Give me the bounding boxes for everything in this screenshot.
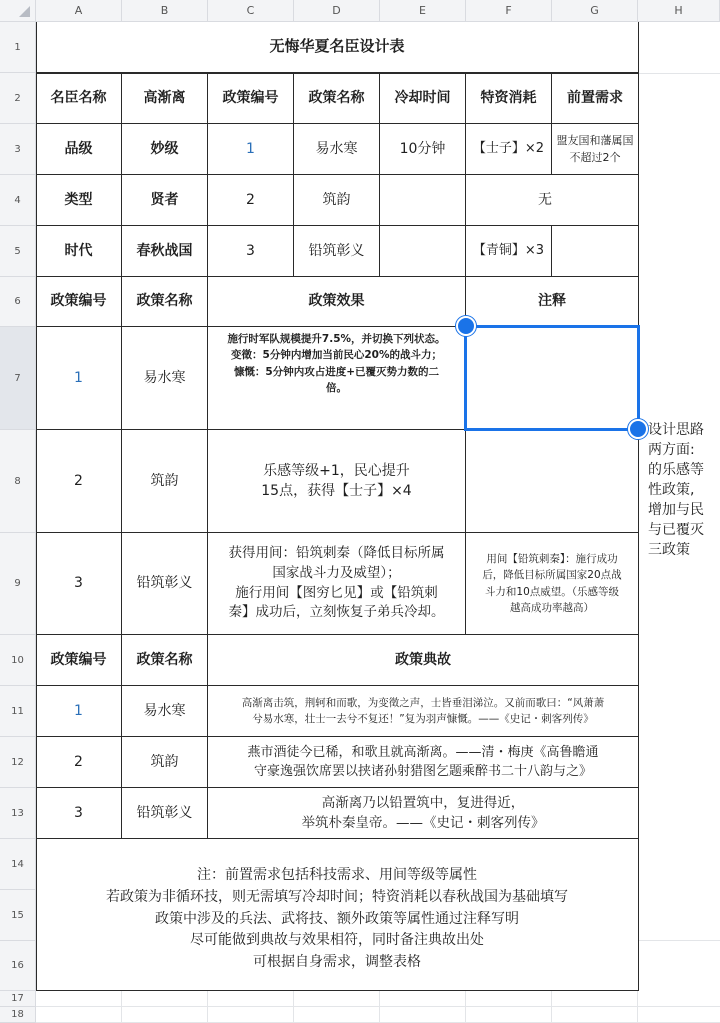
column-header-g[interactable]: G xyxy=(552,0,638,22)
column-header-h[interactable]: H xyxy=(638,0,720,22)
allusion-text-header[interactable]: 政策典故 xyxy=(208,635,639,686)
effect-3-text[interactable] xyxy=(208,533,466,635)
overflow-line: 性政策, xyxy=(648,482,695,498)
note-line: 可根据自身需求，调整表格 xyxy=(253,954,421,971)
note-line: 政策中涉及的兵法、武将技、额外政策等属性通过注释写明 xyxy=(155,910,519,927)
table-title[interactable]: 无悔华夏名臣设计表 xyxy=(36,22,639,73)
effect-3-line: 国家战斗力及威望）； xyxy=(272,564,401,581)
row-header-18[interactable]: 18 xyxy=(0,1007,36,1023)
type-value[interactable]: 贤者 xyxy=(122,175,208,226)
effect-2-name[interactable]: 筑韵 xyxy=(122,430,208,533)
policy-3-cooldown[interactable] xyxy=(380,226,466,277)
effect-2-line: 乐感等级+1，民心提升 xyxy=(263,462,410,479)
cooldown-header[interactable]: 冷却时间 xyxy=(380,73,466,124)
column-header-a[interactable]: A xyxy=(36,0,122,22)
effect-1-line: 倍。 xyxy=(326,381,347,394)
row-header-11[interactable]: 11 xyxy=(0,686,36,737)
row-header-2[interactable]: 2 xyxy=(0,73,36,124)
policy-1-resource[interactable]: 【士子】×2 xyxy=(466,124,552,175)
allusion-name-header[interactable]: 政策名称 xyxy=(122,635,208,686)
allusion-3-name[interactable]: 铅筑彰义 xyxy=(122,788,208,839)
allusion-2-text[interactable] xyxy=(208,737,639,788)
allusion-3-no[interactable]: 3 xyxy=(36,788,122,839)
prereq-header[interactable]: 前置需求 xyxy=(552,73,639,124)
allusion-1-name[interactable]: 易水寒 xyxy=(122,686,208,737)
effect-3-note-line: 用间【铅筑刺秦】：施行成功 xyxy=(486,552,618,565)
effect-2-no[interactable]: 2 xyxy=(36,430,122,533)
row-header-5[interactable]: 5 xyxy=(0,226,36,277)
era-value[interactable]: 春秋战国 xyxy=(122,226,208,277)
note-line: 注：前置需求包括科技需求、用间等级等属性 xyxy=(197,867,477,884)
era-label[interactable]: 时代 xyxy=(36,226,122,277)
effect-3-line: 获得用间：铅筑刺秦（降低目标所属 xyxy=(228,545,445,562)
effect-3-note[interactable] xyxy=(466,533,639,635)
allusion-3-line: 高渐离乃以铅置筑中，复进得近， xyxy=(321,794,525,811)
effect-3-line: 秦】成功后，立刻恢复子弟兵冷却。 xyxy=(228,604,445,621)
effects-effect-header[interactable]: 政策效果 xyxy=(208,277,466,327)
overflow-line: 与已覆灭 xyxy=(648,522,704,538)
effect-3-line: 施行用间【图穷匕见】或【铅筑刺 xyxy=(235,584,438,601)
policy-2-name[interactable]: 筑韵 xyxy=(294,175,380,226)
row-header-15[interactable]: 15 xyxy=(0,890,36,941)
row-header-16[interactable]: 16 xyxy=(0,941,36,991)
effect-3-no[interactable]: 3 xyxy=(36,533,122,635)
note-line: 若政策为非循环技，则无需填写冷却时间；特资消耗以春秋战国为基础填写 xyxy=(106,888,568,905)
rank-label[interactable]: 品级 xyxy=(36,124,122,175)
corner-triangle-icon xyxy=(0,0,36,22)
policy-1-prereq[interactable]: 盟友国和藩属国不超过2个 xyxy=(552,124,639,175)
note-line: 尽可能做到典故与效果相符，同时备注典故出处 xyxy=(190,932,484,949)
policy-1-no[interactable]: 1 xyxy=(208,124,294,175)
effect-2-text[interactable] xyxy=(208,430,466,533)
allusion-1-line: 兮易水寒，壮士一去兮不复还！”复为羽声慷慨。——《史记・刺客列传》 xyxy=(252,713,594,725)
resource-header[interactable]: 特资消耗 xyxy=(466,73,552,124)
effects-note-header[interactable]: 注释 xyxy=(466,277,639,327)
overflow-line: 增加与民 xyxy=(648,502,704,518)
allusion-1-no[interactable]: 1 xyxy=(36,686,122,737)
effect-2-note[interactable] xyxy=(466,430,639,533)
cell-selection-box[interactable] xyxy=(464,325,640,431)
row-header-1[interactable]: 1 xyxy=(0,22,36,73)
allusion-2-line: 守豪逸强饮席罢以挟诸孙射猎图乞题乘醉书二十八韵与之》 xyxy=(253,764,592,779)
effects-no-header[interactable]: 政策编号 xyxy=(36,277,122,327)
allusion-2-no[interactable]: 2 xyxy=(36,737,122,788)
effect-1-name[interactable]: 易水寒 xyxy=(122,327,208,430)
select-all-corner[interactable] xyxy=(0,0,36,22)
allusion-3-line: 举筑朴秦皇帝。——《史记・刺客列传》 xyxy=(301,815,545,831)
effects-name-header[interactable]: 政策名称 xyxy=(122,277,208,327)
column-header-b[interactable]: B xyxy=(122,0,208,22)
effect-1-line: 慷慨：5分钟内攻占进度+已覆灭势力数的二 xyxy=(233,365,440,378)
effect-3-note-line: 后，降低目标所属国家20点战 xyxy=(482,569,622,582)
effect-1-line: 施行时军队规模提升7.5%，并切换下列状态。 xyxy=(227,333,446,345)
effect-1-no[interactable]: 1 xyxy=(36,327,122,430)
column-header-d[interactable]: D xyxy=(294,0,380,22)
effect-1-text[interactable] xyxy=(208,327,466,430)
column-header-c[interactable]: C xyxy=(208,0,294,22)
overflow-line: 两方面: xyxy=(648,442,695,458)
policy-3-name[interactable]: 铅筑彰义 xyxy=(294,226,380,277)
notes-block[interactable] xyxy=(36,839,639,991)
minister-name-label[interactable]: 名臣名称 xyxy=(36,73,122,124)
policy-name-header[interactable]: 政策名称 xyxy=(294,73,380,124)
design-idea-overflow-text[interactable] xyxy=(648,420,720,570)
column-header-f[interactable]: F xyxy=(466,0,552,22)
policy-3-no[interactable]: 3 xyxy=(208,226,294,277)
row-header-7[interactable]: 7 xyxy=(0,327,36,430)
allusion-2-name[interactable]: 筑韵 xyxy=(122,737,208,788)
policy-2-no[interactable]: 2 xyxy=(208,175,294,226)
overflow-line: 三政策 xyxy=(648,542,690,558)
row-header-17[interactable]: 17 xyxy=(0,991,36,1007)
policy-1-cooldown[interactable]: 10分钟 xyxy=(380,124,466,175)
allusion-no-header[interactable]: 政策编号 xyxy=(36,635,122,686)
policy-no-header[interactable]: 政策编号 xyxy=(208,73,294,124)
allusion-3-text[interactable] xyxy=(208,788,639,839)
row-header-14[interactable]: 14 xyxy=(0,839,36,890)
policy-2-cooldown[interactable] xyxy=(380,175,466,226)
row-header-13[interactable]: 13 xyxy=(0,788,36,839)
row-header-8[interactable]: 8 xyxy=(0,430,36,533)
effect-3-note-line: 越高成功率越高） xyxy=(510,601,594,614)
policy-2-resource[interactable]: 无 xyxy=(466,175,552,226)
policy-2-prereq[interactable] xyxy=(552,175,639,226)
policy-1-name[interactable]: 易水寒 xyxy=(294,124,380,175)
selection-end-handle[interactable] xyxy=(628,419,648,439)
effect-2-line: 15点，获得【士子】×4 xyxy=(261,483,412,499)
row-header-3[interactable]: 3 xyxy=(0,124,36,175)
overflow-line: 的乐感等 xyxy=(648,462,704,478)
type-label[interactable]: 类型 xyxy=(36,175,122,226)
rank-value[interactable]: 妙级 xyxy=(122,124,208,175)
row-header-12[interactable]: 12 xyxy=(0,737,36,788)
effect-3-name[interactable]: 铅筑彰义 xyxy=(122,533,208,635)
row-header-10[interactable]: 10 xyxy=(0,635,36,686)
minister-name-value[interactable]: 高渐离 xyxy=(122,73,208,124)
row-header-6[interactable]: 6 xyxy=(0,277,36,327)
overflow-line: 设计思路 xyxy=(648,422,704,438)
allusion-1-line: 高渐离击筑，荆轲和而歌，为变徵之声，士皆垂泪涕泣。又前而歌曰：“风萧萧 xyxy=(241,696,605,709)
row-header-9[interactable]: 9 xyxy=(0,533,36,635)
allusion-1-text[interactable] xyxy=(208,686,639,737)
row-header-4[interactable]: 4 xyxy=(0,175,36,226)
policy-3-resource[interactable]: 【青铜】×3 xyxy=(466,226,552,277)
allusion-2-line: 燕市酒徒今已稀，和歌且就高渐离。——清・梅庚《高鲁瞻通 xyxy=(247,744,599,760)
effect-1-line: 变徵：5分钟内增加当前民心20%的战斗力； xyxy=(231,349,442,362)
policy-3-prereq[interactable] xyxy=(552,226,639,277)
column-header-e[interactable]: E xyxy=(380,0,466,22)
selection-start-handle[interactable] xyxy=(456,316,476,336)
effect-3-note-line: 斗力和10点威望。（乐感等级 xyxy=(484,585,620,598)
